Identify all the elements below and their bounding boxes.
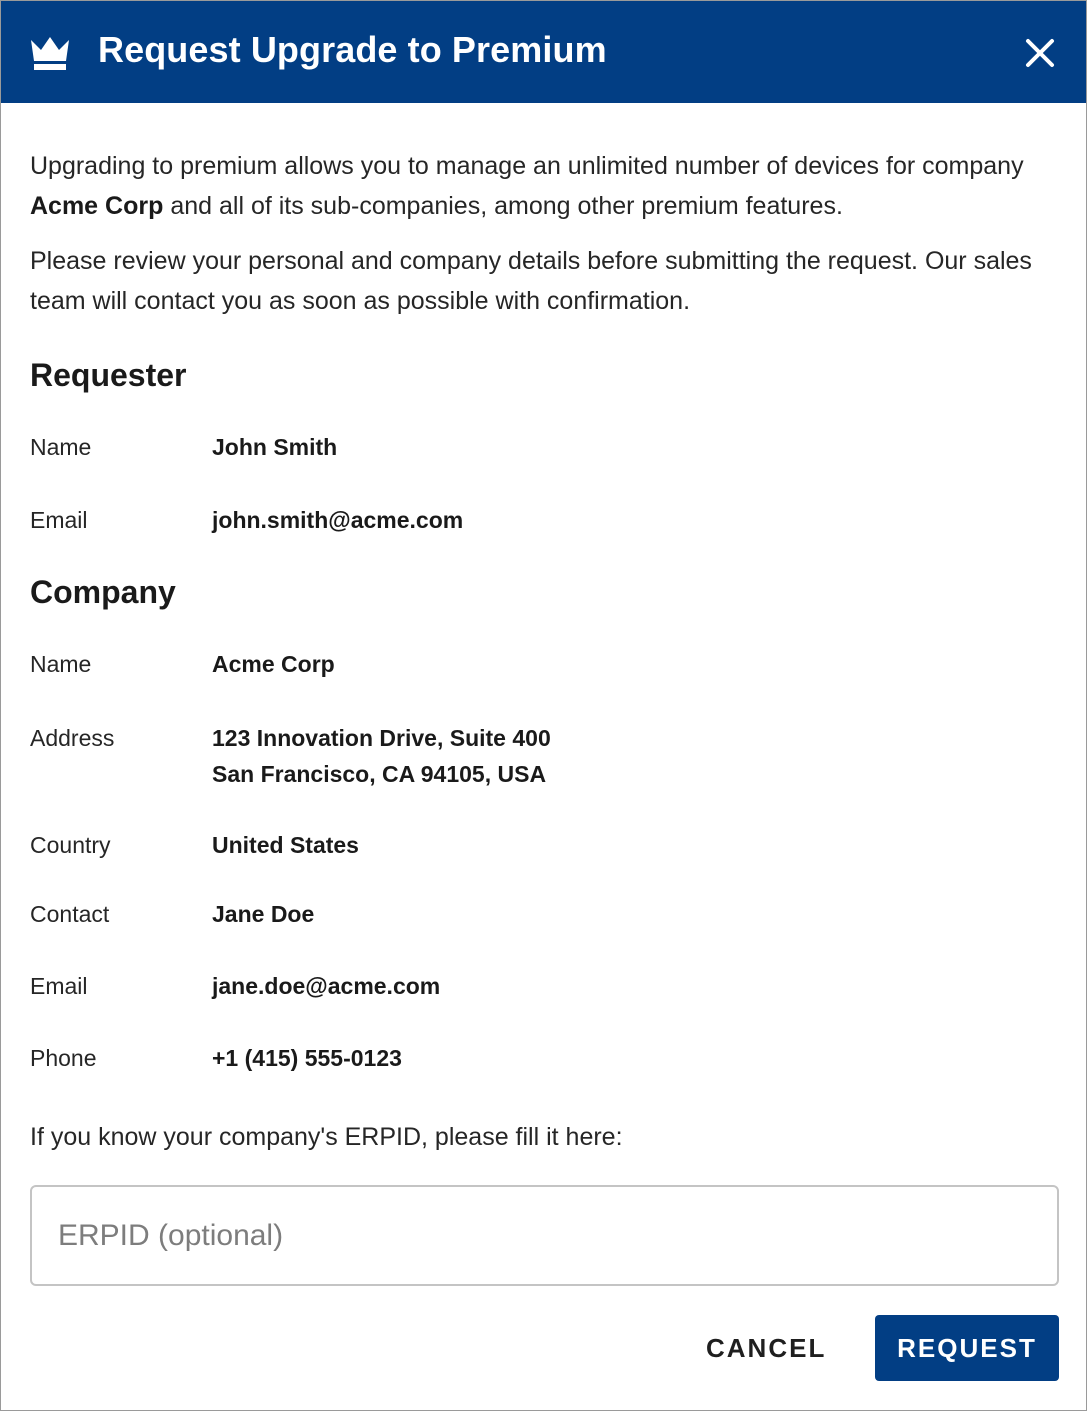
review-paragraph: Please review your personal and company details before submitting the request. Our sales team will contact you as soon as possible with confirmation. [30, 247, 1032, 315]
company-heading: Company [30, 574, 176, 610]
company-email-value: jane.doe@acme.com [212, 973, 441, 999]
requester-heading: Requester [30, 357, 187, 393]
erpid-prompt: If you know your company's ERPID, please fill it here: [30, 1123, 623, 1151]
company-country-value: United States [212, 832, 359, 858]
field-label: Contact [30, 901, 110, 927]
intro-text-after: and all of its sub-companies, among other premium features. [170, 192, 843, 220]
close-icon[interactable] [1025, 38, 1055, 68]
erpid-input[interactable] [30, 1185, 1059, 1286]
requester-email-value: john.smith@acme.com [212, 507, 464, 533]
intro-text-before: Upgrading to premium allows you to manage an unlimited number of devices for company [30, 152, 1024, 180]
company-phone-value: +1 (415) 555-0123 [212, 1045, 402, 1071]
intro-company-name: Acme Corp [30, 192, 164, 220]
cancel-button[interactable]: CANCEL [706, 1315, 816, 1381]
field-label: Phone [30, 1045, 97, 1071]
field-label: Email [30, 507, 88, 533]
company-address-value [212, 720, 551, 792]
field-label: Email [30, 973, 88, 999]
field-label: Address [30, 725, 115, 751]
company-name-value: Acme Corp [212, 651, 335, 677]
requester-name-value: John Smith [212, 434, 338, 460]
dialog-title: Request Upgrade to Premium [98, 29, 607, 70]
request-button[interactable]: REQUEST [875, 1315, 1059, 1381]
address-line-1: 123 Innovation Drive, Suite 400 [212, 725, 551, 751]
crown-icon [29, 34, 71, 72]
company-contact-value: Jane Doe [212, 901, 315, 927]
intro-paragraph [30, 146, 1058, 226]
address-line-2: San Francisco, CA 94105, USA [212, 761, 547, 787]
field-label: Name [30, 434, 92, 460]
dialog-header [1, 1, 1086, 103]
field-label: Country [30, 832, 111, 858]
field-label: Name [30, 651, 92, 677]
